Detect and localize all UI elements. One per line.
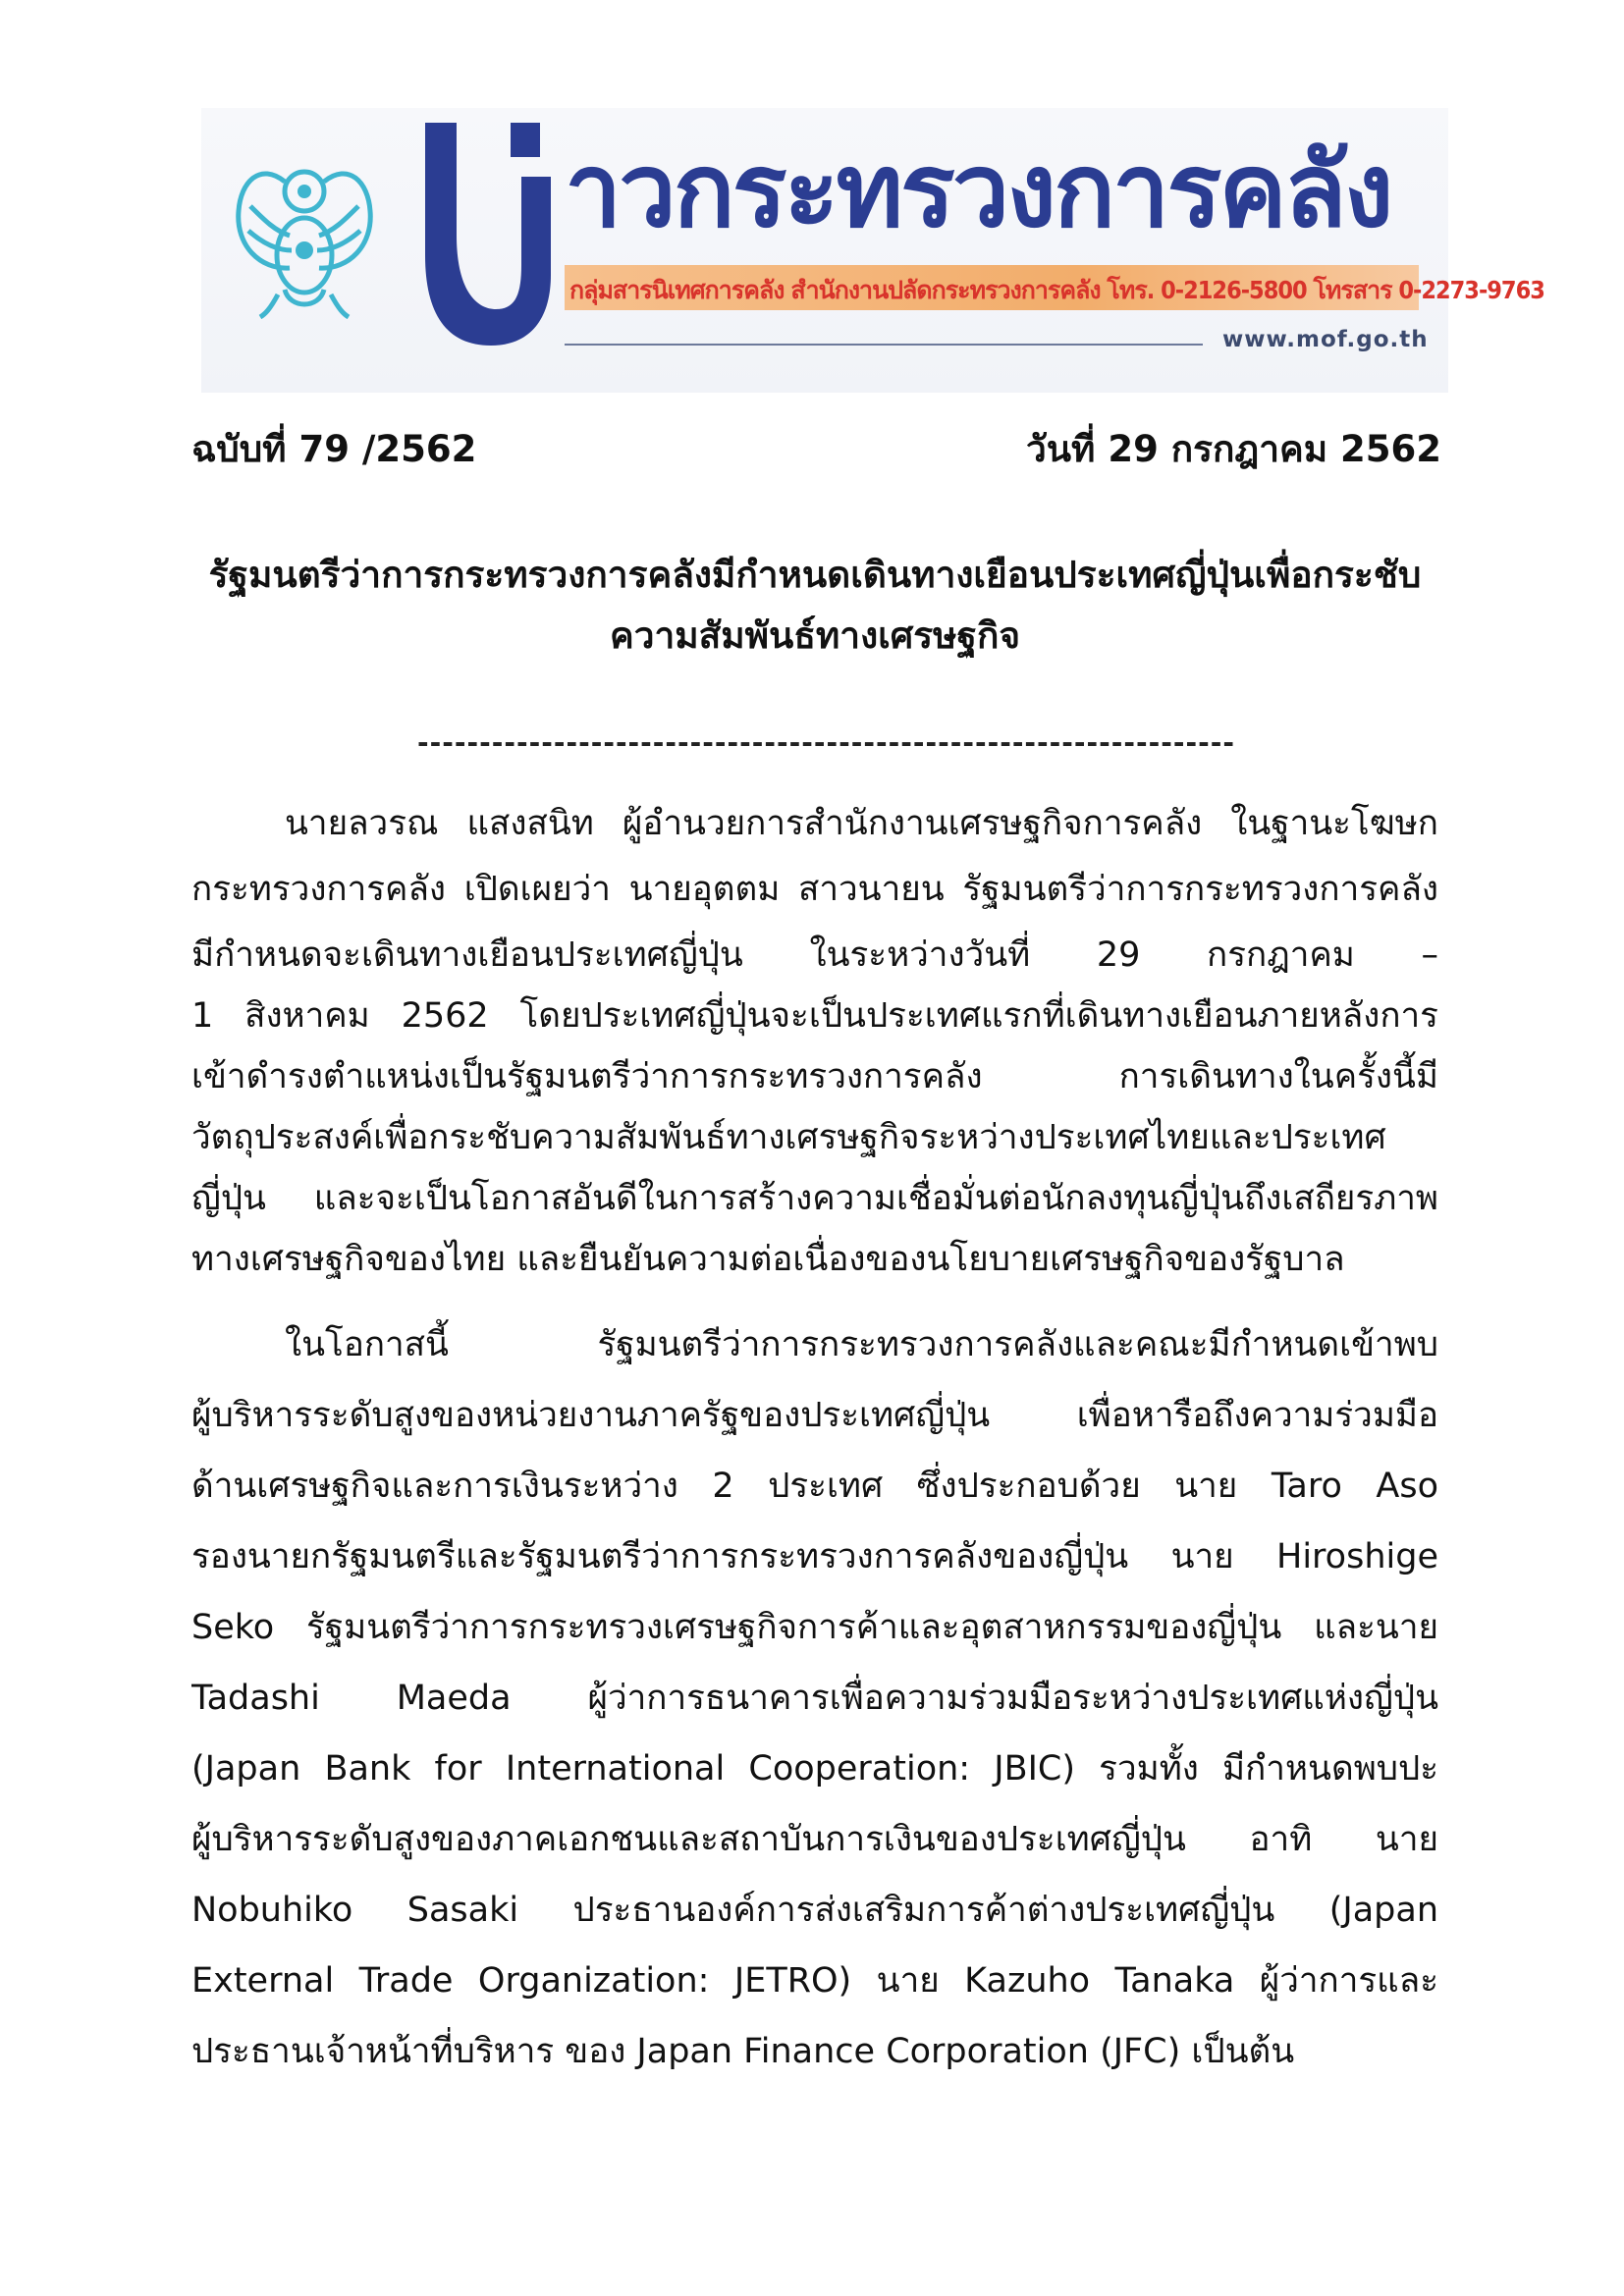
- paragraph-line: ญี่ปุ่น และจะเป็นโอกาสอันดีในการสร้างความเชื่อมั่นต่อนักลงทุนญี่ปุ่นถึงเสถียรภาพ: [191, 1179, 1438, 1218]
- masthead-rule: [565, 344, 1203, 346]
- paragraph-line: ด้านเศรษฐกิจและการเงินระหว่าง 2 ประเทศ ซึ่งประกอบด้วย นาย Taro Aso: [191, 1467, 1438, 1506]
- issue-date: วันที่ 29 กรกฎาคม 2562: [1025, 428, 1441, 470]
- paragraph-line: Seko รัฐมนตรีว่าการกระทรวงเศรษฐกิจการค้าและอุตสาหกรรมของญี่ปุ่น และนาย: [191, 1608, 1438, 1647]
- paragraph-line: ผู้บริหารระดับสูงของหน่วยงานภาครัฐของประเทศญี่ปุ่น เพื่อหารือถึงความร่วมมือ: [191, 1396, 1438, 1435]
- paragraph-line: 1 สิงหาคม 2562 โดยประเทศญี่ปุ่นจะเป็นประเทศแรกที่เดินทางเยือนภายหลังการ: [191, 996, 1438, 1036]
- headline: [191, 545, 1438, 667]
- paragraph-line: ทางเศรษฐกิจของไทย และยืนยันความต่อเนื่องของนโยบายเศรษฐกิจของรัฐบาล: [191, 1240, 1345, 1279]
- masthead-big-letter: [417, 118, 555, 348]
- paragraph-line: Tadashi Maeda ผู้ว่าการธนาคารเพื่อความร่วมมือระหว่างประเทศแห่งญี่ปุ่น: [191, 1679, 1438, 1718]
- paragraph-line: มีกำหนดจะเดินทางเยือนประเทศญี่ปุ่น ในระหว่างวันที่ 29 กรกฎาคม –: [191, 935, 1438, 975]
- masthead-url[interactable]: www.mof.go.th: [1222, 327, 1429, 352]
- paragraph-line: นายลวรณ แสงสนิท ผู้อำนวยการสำนักงานเศรษฐกิจการคลัง ในฐานะโฆษก: [285, 804, 1438, 843]
- article-body: [191, 793, 1438, 2087]
- headline-line-2: ความสัมพันธ์ทางเศรษฐกิจ: [609, 614, 1021, 657]
- paragraph-line: วัตถุประสงค์เพื่อกระชับความสัมพันธ์ทางเศรษฐกิจระหว่างประเทศไทยและประเทศ: [191, 1118, 1386, 1157]
- paragraph-2: [191, 1309, 1438, 2087]
- paragraph-line: ผู้บริหารระดับสูงของภาคเอกชนและสถาบันการเงินของประเทศญี่ปุ่น อาทิ นาย: [191, 1820, 1438, 1859]
- masthead-title: าวกระทรวงการคลัง: [565, 131, 1391, 250]
- paragraph-line: ประธานเจ้าหน้าที่บริหาร ของ Japan Finance Corporation (JFC) เป็นต้น: [191, 2032, 1295, 2071]
- garuda-emblem-icon: [231, 152, 378, 319]
- divider: ------------------------------------------------------------------: [417, 726, 1235, 759]
- paragraph-line: เข้าดำรงตำแหน่งเป็นรัฐมนตรีว่าการกระทรวงการคลัง การเดินทางในครั้งนี้มี: [191, 1057, 1438, 1096]
- headline-line-1: รัฐมนตรีว่าการกระทรวงการคลังมีกำหนดเดินทางเยือนประเทศญี่ปุ่นเพื่อกระชับ: [208, 554, 1422, 596]
- issue-number: ฉบับที่ 79 /2562: [191, 428, 477, 470]
- paragraph-line: รองนายกรัฐมนตรีและรัฐมนตรีว่าการกระทรวงการคลังของญี่ปุ่น นาย Hiroshige: [191, 1537, 1438, 1576]
- paragraph-line: ในโอกาสนี้ รัฐมนตรีว่าการกระทรวงการคลังและคณะมีกำหนดเข้าพบ: [285, 1325, 1438, 1364]
- paragraph-1: [191, 793, 1438, 1290]
- paragraph-line: Nobuhiko Sasaki ประธานองค์การส่งเสริมการค้าต่างประเทศญี่ปุ่น (Japan: [191, 1891, 1438, 1930]
- paragraph-line: (Japan Bank for International Cooperation: JBIC) รวมทั้ง มีกำหนดพบปะ: [191, 1749, 1438, 1789]
- paragraph-line: External Trade Organization: JETRO) นาย Kazuho Tanaka ผู้ว่าการและ: [191, 1961, 1438, 2001]
- paragraph-line: กระทรวงการคลัง เปิดเผยว่า นายอุตตม สาวนายน รัฐมนตรีว่าการกระทรวงการคลัง: [191, 870, 1438, 909]
- masthead-contact: กลุ่มสารนิเทศการคลัง สำนักงานปลัดกระทรวงการคลัง โทร. 0-2126-5800 โทรสาร 0-2273-9763: [569, 276, 1544, 304]
